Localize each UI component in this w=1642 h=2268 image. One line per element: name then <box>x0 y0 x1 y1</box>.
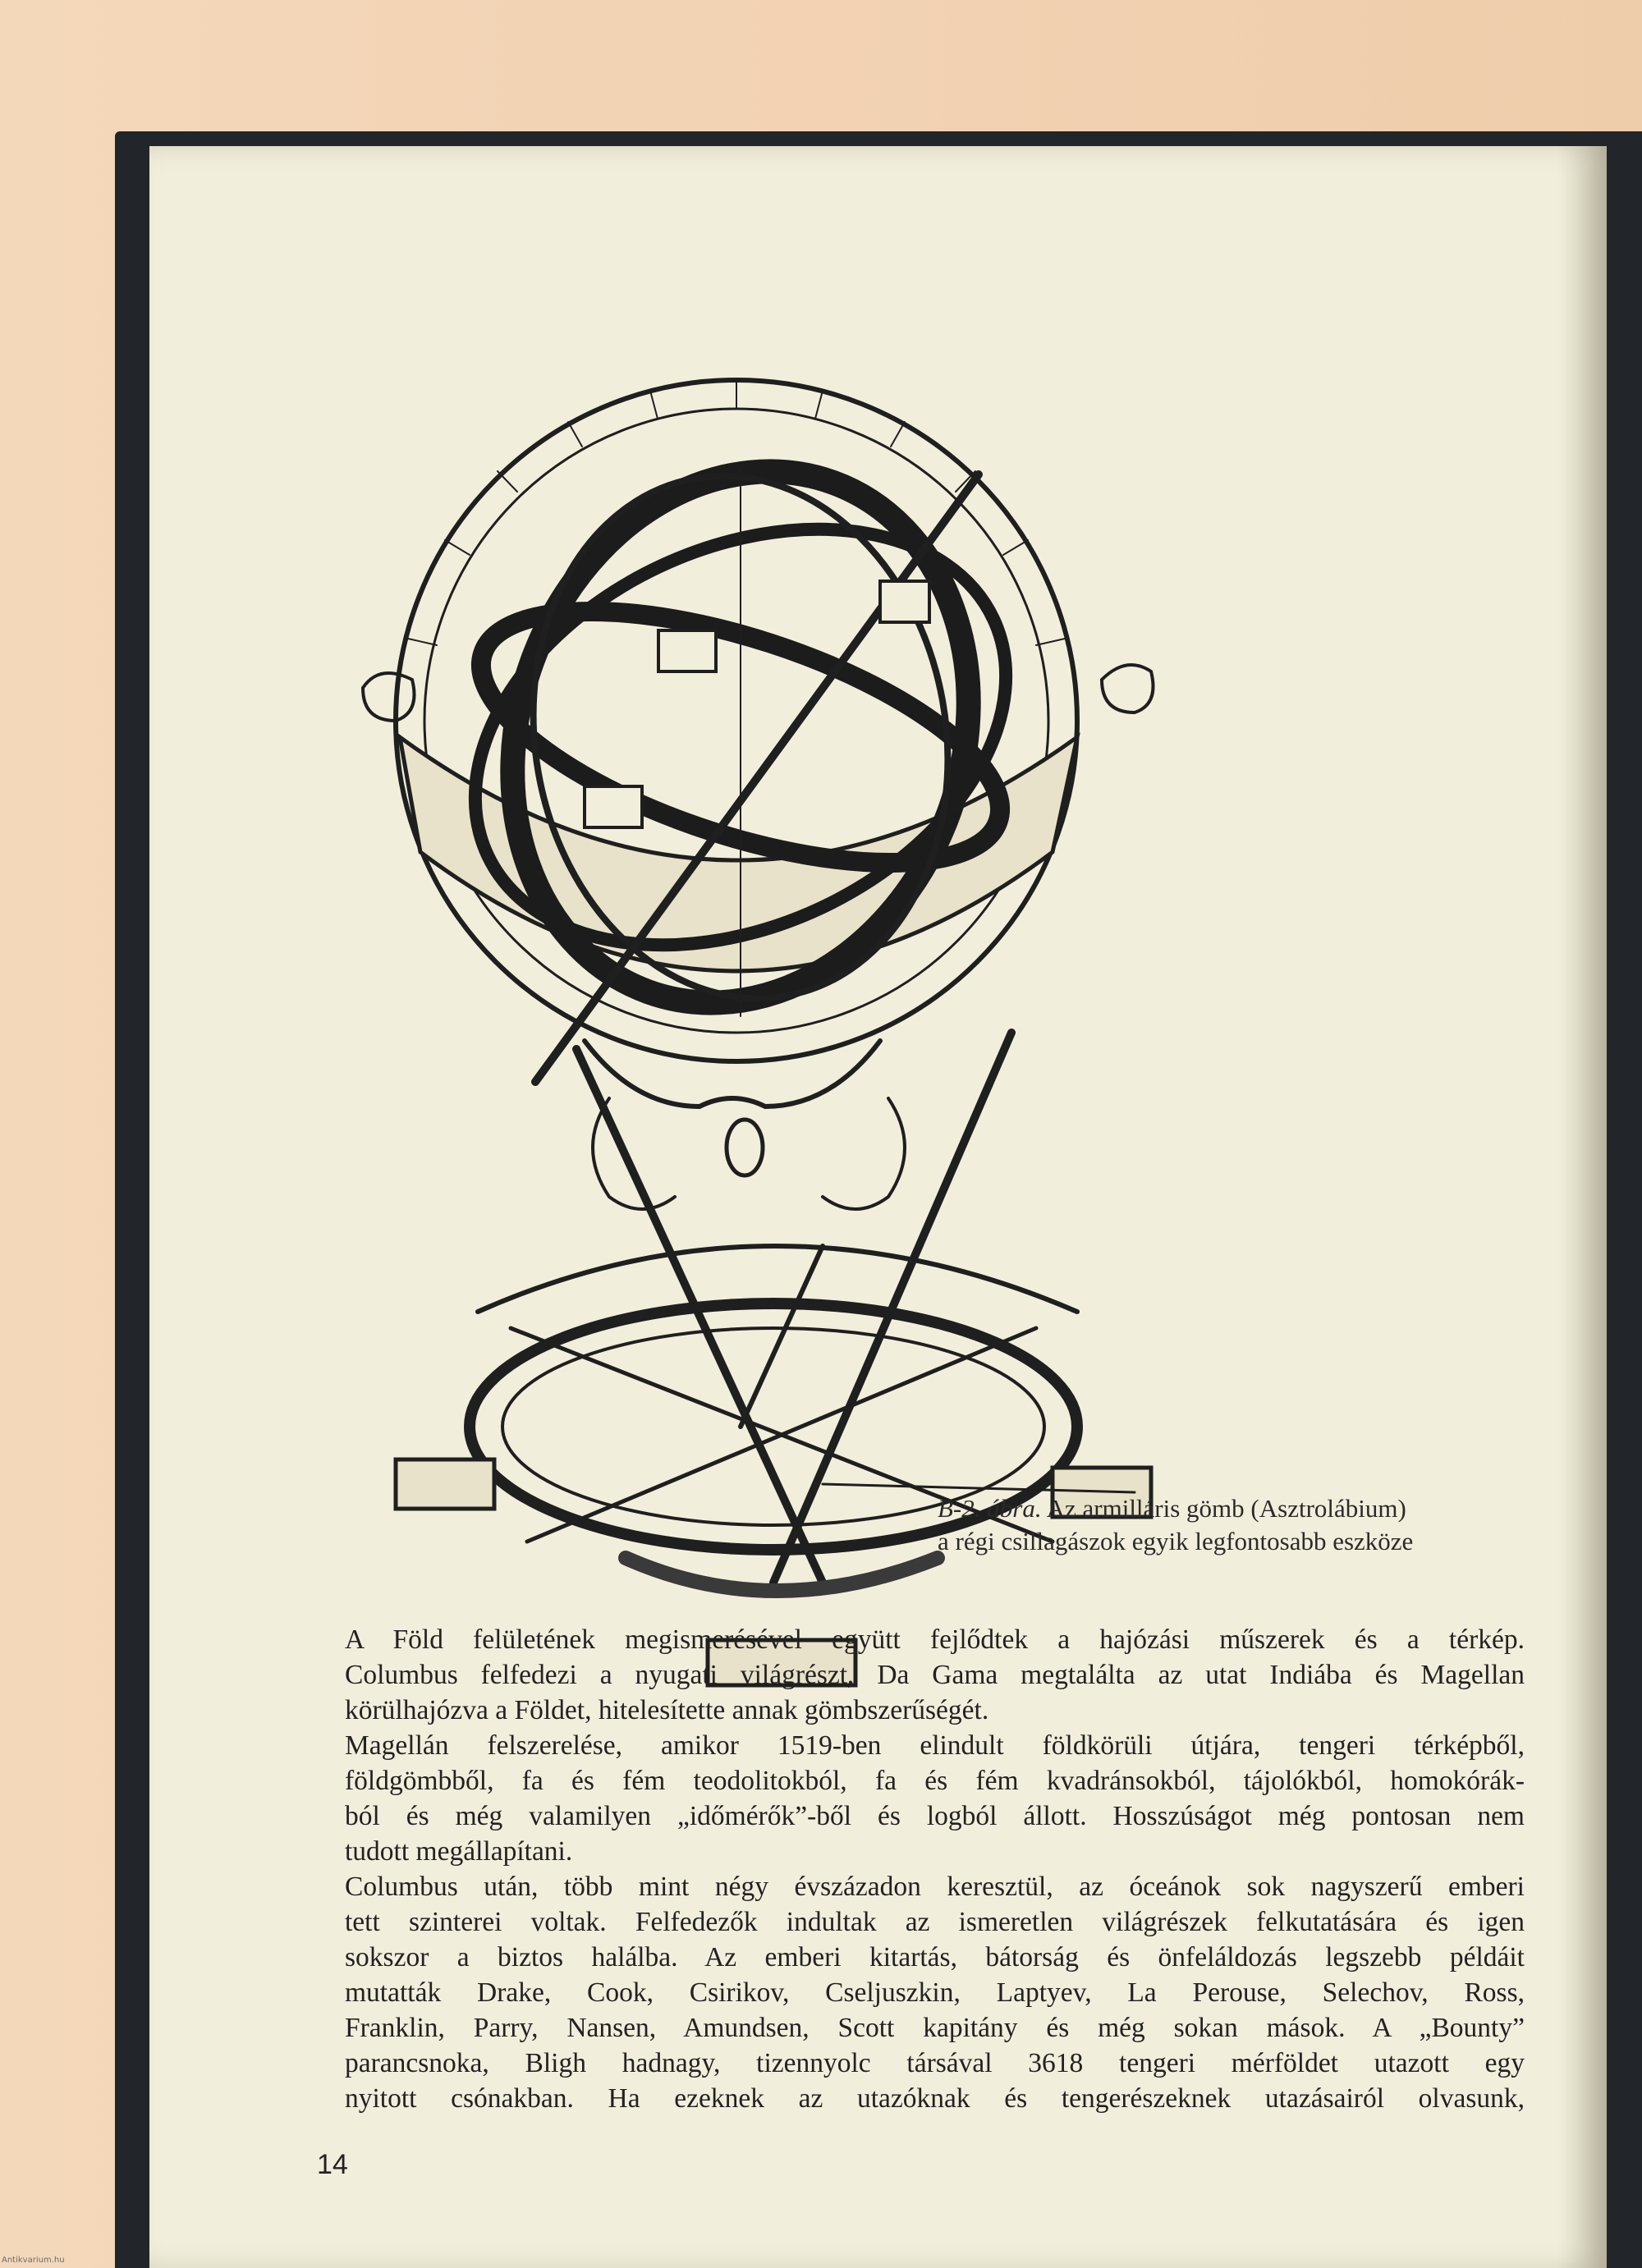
figure-caption-label: B-2. ábra. <box>938 1494 1042 1523</box>
text-line: tudott megállapítani. <box>345 1836 573 1867</box>
figure-caption-text-1: Az armilláris gömb (Asztrolábium) <box>1041 1494 1406 1523</box>
text-line: sokszor a biztos halálba. Az emberi kitartás, bátorság és önfeláldozás legszebb példáit <box>345 1942 1525 1972</box>
text-line: mutatták Drake, Cook, Csirikov, Cseljuszkin, Laptyev, La Perouse, Selechov, Ross, <box>345 1977 1525 2008</box>
text-line: Columbus felfedezi a nyugati világrészt, Da Gama megtalálta az utat Indiába és Magellan <box>345 1660 1525 1690</box>
armillary-sphere-illustration <box>314 277 1299 1689</box>
paragraph <box>314 1728 1525 1869</box>
page-number: 14 <box>317 2149 348 2180</box>
text-line: Franklin, Parry, Nansen, Amundsen, Scott kapitány és még sokan mások. A „Bounty” <box>345 2013 1525 2043</box>
text-line: Columbus után, több mint négy évszázadon keresztül, az óceánok sok nagyszerű emberi <box>345 1872 1525 1902</box>
text-line: tett szinterei voltak. Felfedezők indultak az ismeretlen világrészek felkutatására és igen <box>345 1907 1525 1937</box>
text-line: nyitott csónakban. Ha ezeknek az utazóknak és tengerészeknek utazásairól olvasunk, <box>345 2083 1525 2114</box>
body-text <box>314 1622 1525 2116</box>
book-page <box>149 146 1607 2268</box>
text-line: parancsnoka, Bligh hadnagy, tizennyolc társával 3618 tengeri mérföldet utazott egy <box>345 2048 1525 2078</box>
figure-caption <box>938 1492 1529 1558</box>
text-line: A Föld felületének megismerésével együtt fejlődtek a hajózási műszerek és a térkép. <box>345 1624 1525 1655</box>
text-line: földgömbből, fa és fém teodolitokból, fa és fém kvadránsokból, tájolókból, homokórák- <box>345 1766 1525 1796</box>
text-line: körülhajózva a Földet, hitelesítette annak gömbszerűségét. <box>345 1695 989 1725</box>
text-line: Magellán felszerelése, amikor 1519-ben elindult földkörüli útjára, tengeri térképből, <box>345 1730 1525 1761</box>
watermark: Antikvarium.hu <box>2 2256 65 2265</box>
spine-shadow <box>1557 146 1607 2268</box>
text-line: ból és még valamilyen „időmérők”-ből és logból állott. Hosszúságot még pontosan nem <box>345 1801 1525 1831</box>
paragraph <box>314 1622 1525 1728</box>
figure-caption-text-2: a régi csillagászok egyik legfontosabb eszköze <box>938 1527 1414 1556</box>
paragraph <box>314 1869 1525 2116</box>
